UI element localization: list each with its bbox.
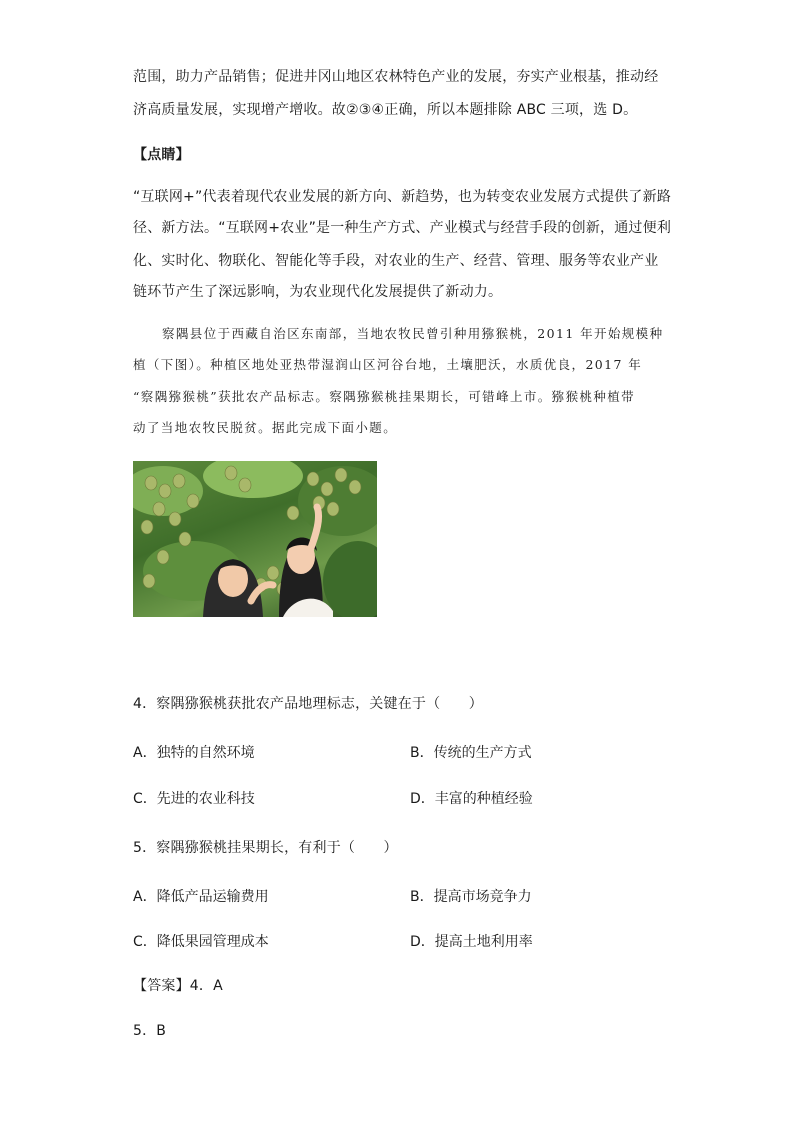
comment-line-1: “互联网+”代表着现代农业发展的新方向、新趋势，也为转变农业发展方式提供了新路 (133, 189, 672, 205)
kiwifruit-harvest-photo (133, 461, 377, 617)
passage-line-4: 动了当地农牧民脱贫。据此完成下面小题。 (133, 420, 398, 435)
q4-option-d: D．丰富的种植经验 (410, 791, 533, 807)
q5-stem: 5．察隅猕猴桃挂果期长，有利于（ ） (133, 840, 398, 856)
passage-line-3: “察隅猕猴桃”获批农产品标志。察隅猕猴桃挂果期长，可错峰上市。猕猴桃种植带 (133, 389, 636, 404)
passage-line-2: 植（下图）。种植区地处亚热带湿润山区河谷台地，土壤肥沃，水质优良，2017 年 (133, 357, 643, 372)
comment-line-4: 链环节产生了深远影响，为农业现代化发展提供了新动力。 (133, 284, 503, 300)
q4-option-c: C．先进的农业科技 (133, 791, 255, 807)
q4-stem: 4．察隅猕猴桃获批农产品地理标志，关键在于（ ） (133, 696, 483, 712)
answer-line-2: 5．B (133, 1023, 167, 1039)
explanation-line-1: 范围，助力产品销售；促进井冈山地区农林特色产业的发展，夯实产业根基，推动经 (133, 69, 659, 85)
passage-line-1: 察隅县位于西藏自治区东南部，当地农牧民曾引种用猕猴桃，2011 年开始规模种 (162, 326, 664, 341)
q4-option-a: A．独特的自然环境 (133, 745, 255, 761)
explanation-line-2: 济高质量发展，实现增产增收。故②③④正确，所以本题排除 ABC 三项，选 D。 (133, 102, 638, 118)
q4-option-b: B．传统的生产方式 (410, 745, 532, 761)
answer-line-1: 【答案】4．A (133, 978, 223, 994)
kiwifruit-photo-illustration (133, 461, 377, 617)
comment-heading: 【点睛】 (133, 147, 190, 163)
comment-line-2: 径、新方法。“互联网+农业”是一种生产方式、产业模式与经营手段的创新，通过便利 (133, 220, 672, 236)
q5-option-b: B．提高市场竞争力 (410, 889, 532, 905)
q5-option-a: A．降低产品运输费用 (133, 889, 269, 905)
q5-option-d: D．提高土地利用率 (410, 934, 533, 950)
q5-option-c: C．降低果园管理成本 (133, 934, 269, 950)
comment-line-3: 化、实时化、物联化、智能化等手段，对农业的生产、经营、管理、服务等农业产业 (133, 253, 659, 269)
